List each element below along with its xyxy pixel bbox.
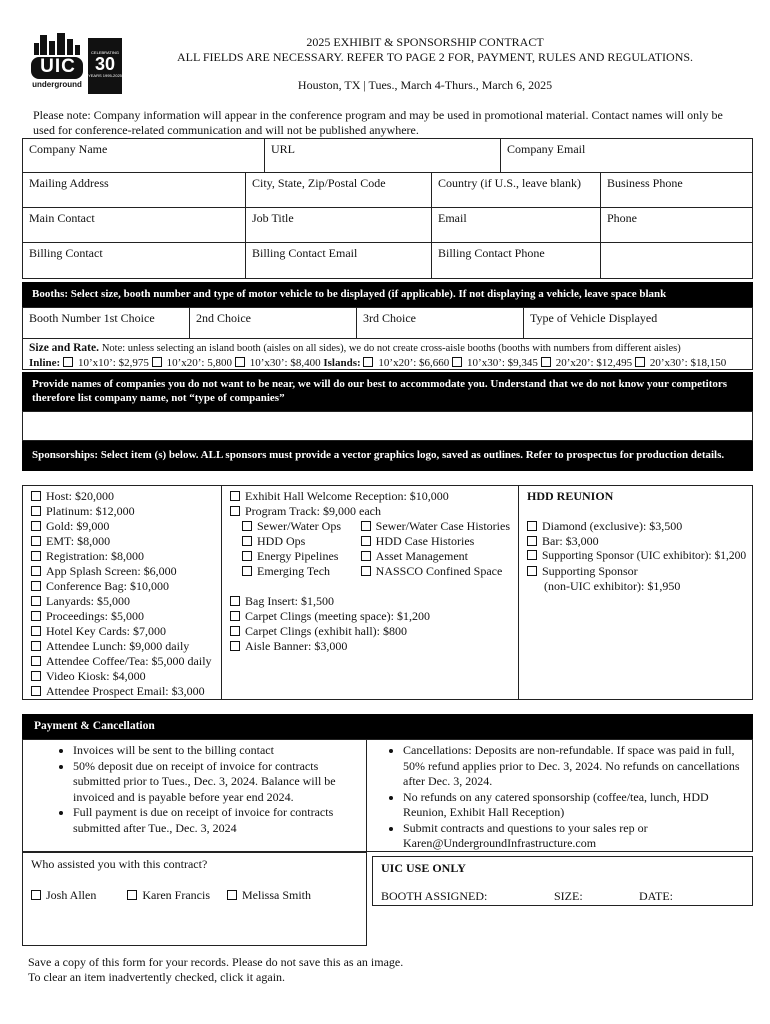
- event-location: Houston, TX | Tues., March 4-Thurs., March 6, 2025: [297, 78, 553, 92]
- url-field[interactable]: [264, 138, 501, 173]
- label: Country (if U.S., leave blank): [438, 176, 581, 190]
- label: Billing Contact Email: [252, 246, 358, 260]
- sponsor-host-option[interactable]: Host: $20,000: [31, 489, 213, 504]
- rep-melissa-smith[interactable]: Melissa Smith: [227, 888, 311, 902]
- sponsor-proceedings-option[interactable]: Proceedings: $5,000: [31, 609, 213, 624]
- island-10x20-option[interactable]: 10’x20’: $6,660: [363, 357, 449, 369]
- uic-logo: [28, 33, 86, 93]
- island-20x20-option[interactable]: 20’x20’: $12,495: [541, 357, 632, 369]
- mailing-address-field[interactable]: [22, 172, 246, 208]
- sponsor-emt-option[interactable]: EMT: $8,000: [31, 534, 213, 549]
- sponsor-hotel-key-option[interactable]: Hotel Key Cards: $7,000: [31, 624, 213, 639]
- label: Phone: [607, 211, 637, 225]
- payment-item: • Invoices will be sent to the billing contact: [73, 743, 360, 759]
- assist-question: Who assisted you with this contract?: [31, 857, 208, 871]
- payment-header: [22, 714, 753, 740]
- label: Booth Number 1st Choice: [29, 311, 155, 325]
- inline-10x20-option[interactable]: 10’x20’: 5,800: [152, 357, 232, 369]
- label: Company Email: [507, 142, 586, 156]
- footer-clear-note: To clear an item inadvertently checked, click it again.: [28, 970, 286, 984]
- label: Mailing Address: [29, 176, 109, 190]
- size-label: SIZE:: [554, 889, 583, 903]
- city-state-zip-field[interactable]: [245, 172, 432, 208]
- phone-field[interactable]: [600, 207, 753, 243]
- sponsor-app-splash-option[interactable]: App Splash Screen: $6,000: [31, 564, 213, 579]
- track-emerging-tech[interactable]: Emerging Tech: [242, 564, 361, 579]
- track-asset-management[interactable]: Asset Management: [361, 549, 510, 564]
- booths-header: [22, 282, 753, 307]
- label: Company Name: [29, 142, 108, 156]
- sponsorship-col2: [221, 485, 519, 700]
- inline-10x10-option[interactable]: 10’x10’: $2,975: [63, 357, 149, 369]
- job-title-field[interactable]: [245, 207, 432, 243]
- sponsor-conference-bag-option[interactable]: Conference Bag: $10,000: [31, 579, 213, 594]
- track-sewer-water-ops[interactable]: Sewer/Water Ops: [242, 519, 361, 534]
- payment-left-box: [22, 739, 367, 852]
- competitors-header: [22, 372, 753, 412]
- hdd-bar-option[interactable]: Bar: $3,000: [527, 534, 744, 549]
- sponsor-lunch-option[interactable]: Attendee Lunch: $9,000 daily: [31, 639, 213, 654]
- badge-number: 30: [94, 54, 116, 74]
- page-subtitle: ALL FIELDS ARE NECESSARY. REFER TO PAGE 2 FOR, PAYMENT, RULES AND REGULATIONS.: [176, 50, 694, 64]
- booth-first-choice-field[interactable]: [22, 307, 190, 339]
- rep-karen-francis[interactable]: Karen Francis: [127, 888, 210, 902]
- country-field[interactable]: [431, 172, 601, 208]
- badge-bottom: YEARS 1995-2025: [88, 73, 122, 78]
- business-phone-field[interactable]: [600, 172, 753, 208]
- sponsor-platinum-option[interactable]: Platinum: $12,000: [31, 504, 213, 519]
- sponsor-welcome-reception-option[interactable]: Exhibit Hall Welcome Reception: $10,000: [230, 489, 510, 504]
- booths-header-text: Booths: Select size, booth number and type of motor vehicle to be displayed (if applicable). If not displaying a vehicle, leave space blank: [32, 288, 667, 300]
- label: Main Contact: [29, 211, 95, 225]
- cancellation-item: • Submit contracts and questions to your sales rep or Karen@UndergroundInfrastructure.com: [403, 821, 746, 852]
- sponsorships-header-text: Sponsorships: Select item (s) below. ALL sponsors must provide a vector graphics logo, saved as outlines. Refer to prospectus for production details.: [32, 449, 725, 461]
- track-nassco[interactable]: NASSCO Confined Space: [361, 564, 510, 579]
- sponsor-lanyards-option[interactable]: Lanyards: $5,000: [31, 594, 213, 609]
- company-email-field[interactable]: [500, 138, 753, 173]
- label: Billing Contact Phone: [438, 246, 545, 260]
- sponsorships-header: [22, 441, 753, 471]
- track-hdd-ops[interactable]: HDD Ops: [242, 534, 361, 549]
- islands-label: Islands:: [323, 357, 361, 369]
- size-rate-title: Size and Rate.: [29, 342, 99, 354]
- booth-third-choice-field[interactable]: [356, 307, 524, 339]
- contact-email-field[interactable]: [431, 207, 601, 243]
- size-rate-box: [22, 338, 753, 370]
- anniversary-badge: [88, 38, 122, 94]
- billing-contact-field[interactable]: [22, 242, 246, 279]
- cancellation-item: • Cancellations: Deposits are non-refundable. If space was paid in full, 50% refund applies prior to Dec. 3, 2024. No refunds on cancellations after Dec. 3, 2024.: [403, 743, 746, 790]
- sponsor-coffee-option[interactable]: Attendee Coffee/Tea: $5,000 daily: [31, 654, 213, 669]
- label: City, State, Zip/Postal Code: [252, 176, 386, 190]
- label: Billing Contact: [29, 246, 103, 260]
- logo-text: UIC: [40, 56, 76, 77]
- sponsor-carpet-meeting-option[interactable]: Carpet Clings (meeting space): $1,200: [230, 609, 510, 624]
- track-sewer-water-case[interactable]: Sewer/Water Case Histories: [361, 519, 510, 534]
- island-20x30-option[interactable]: 20’x30’: $18,150: [635, 357, 726, 369]
- label: Type of Vehicle Displayed: [530, 311, 658, 325]
- privacy-note: Please note: Company information will appear in the conference program and may be used in promotional material. Contact names will only be used for conference-related communication and will not be published anywhere.: [33, 108, 723, 137]
- date-label: DATE:: [639, 889, 673, 903]
- sponsor-video-kiosk-option[interactable]: Video Kiosk: $4,000: [31, 669, 213, 684]
- billing-phone-field[interactable]: [431, 242, 601, 279]
- payment-item: • 50% deposit due on receipt of invoice for contracts submitted prior to Tues., Dec. 3, 2024. Balance will be invoiced and is payable before year end 2024.: [73, 759, 360, 806]
- label: 2nd Choice: [196, 311, 251, 325]
- cancellation-item: • No refunds on any catered sponsorship (coffee/tea, lunch, HDD Reunion, Exhibit Hall Reception): [403, 790, 746, 821]
- sponsorship-col1: [22, 485, 222, 700]
- label: Job Title: [252, 211, 294, 225]
- label: Email: [438, 211, 467, 225]
- uic-use-only-title: UIC USE ONLY: [381, 861, 466, 875]
- rep-josh-allen[interactable]: Josh Allen: [31, 888, 96, 902]
- inline-10x30-option[interactable]: 10’x30’: $8,400: [235, 357, 321, 369]
- page-title: 2025 EXHIBIT & SPONSORSHIP CONTRACT: [306, 35, 544, 49]
- logo-sub: underground: [32, 80, 82, 89]
- size-rate-note: Note: unless selecting an island booth (aisles on all sides), we do not create cross-aisle booths (booths with numbers from different aisles): [101, 343, 681, 354]
- payment-right-box: [366, 739, 753, 852]
- sponsor-program-track-option[interactable]: Program Track: $9,000 each: [230, 504, 510, 519]
- payment-item: • Full payment is due on receipt of invoice for contracts submitted after Tue., Dec. 3, 2024: [73, 805, 360, 836]
- badge-top: CELEBRATING: [91, 50, 119, 55]
- label: Business Phone: [607, 176, 683, 190]
- track-hdd-case[interactable]: HDD Case Histories: [361, 534, 510, 549]
- hdd-supporting-nonexhibitor-option[interactable]: Supporting Sponsor: [527, 564, 744, 579]
- sponsor-gold-option[interactable]: Gold: $9,000: [31, 519, 213, 534]
- label: 3rd Choice: [363, 311, 416, 325]
- footer-save-note: Save a copy of this form for your records. Please do not save this as an image.: [28, 955, 404, 969]
- hdd-diamond-option[interactable]: Diamond (exclusive): $3,500: [527, 519, 744, 534]
- hdd-reunion-title: HDD REUNION: [527, 489, 614, 503]
- track-energy-pipelines[interactable]: Energy Pipelines: [242, 549, 361, 564]
- hdd-supporting-exhibitor-option[interactable]: Supporting Sponsor (UIC exhibitor): $1,200: [527, 549, 744, 564]
- label: URL: [271, 142, 295, 156]
- hdd-reunion-col: [518, 485, 753, 700]
- main-contact-field[interactable]: [22, 207, 246, 243]
- sponsor-aisle-banner-option[interactable]: Aisle Banner: $3,000: [230, 639, 510, 654]
- hdd-supporting-price: (non-UIC exhibitor): $1,950: [544, 579, 681, 593]
- sponsor-carpet-exhibit-option[interactable]: Carpet Clings (exhibit hall): $800: [230, 624, 510, 639]
- uic-use-only-box: [372, 856, 753, 906]
- company-name-field[interactable]: [22, 138, 265, 173]
- competitors-header-text: Provide names of companies you do not want to be near, we will do our best to accommodate you. Understand that we do not know your competitors therefore list company name, not “type of companies”: [32, 378, 728, 404]
- competitors-input[interactable]: [22, 411, 753, 441]
- empty-cell: [600, 242, 753, 279]
- sponsor-bag-insert-option[interactable]: Bag Insert: $1,500: [230, 594, 510, 609]
- sponsor-prospect-email-option[interactable]: Attendee Prospect Email: $3,000: [31, 684, 213, 699]
- assist-box: [22, 852, 367, 946]
- billing-email-field[interactable]: [245, 242, 432, 279]
- booth-second-choice-field[interactable]: [189, 307, 357, 339]
- inline-label: Inline:: [29, 357, 61, 369]
- vehicle-type-field[interactable]: [523, 307, 753, 339]
- sponsor-registration-option[interactable]: Registration: $8,000: [31, 549, 213, 564]
- island-10x30-option[interactable]: 10’x30’: $9,345: [452, 357, 538, 369]
- booth-assigned-label: BOOTH ASSIGNED:: [381, 889, 488, 903]
- payment-header-text: Payment & Cancellation: [34, 720, 155, 732]
